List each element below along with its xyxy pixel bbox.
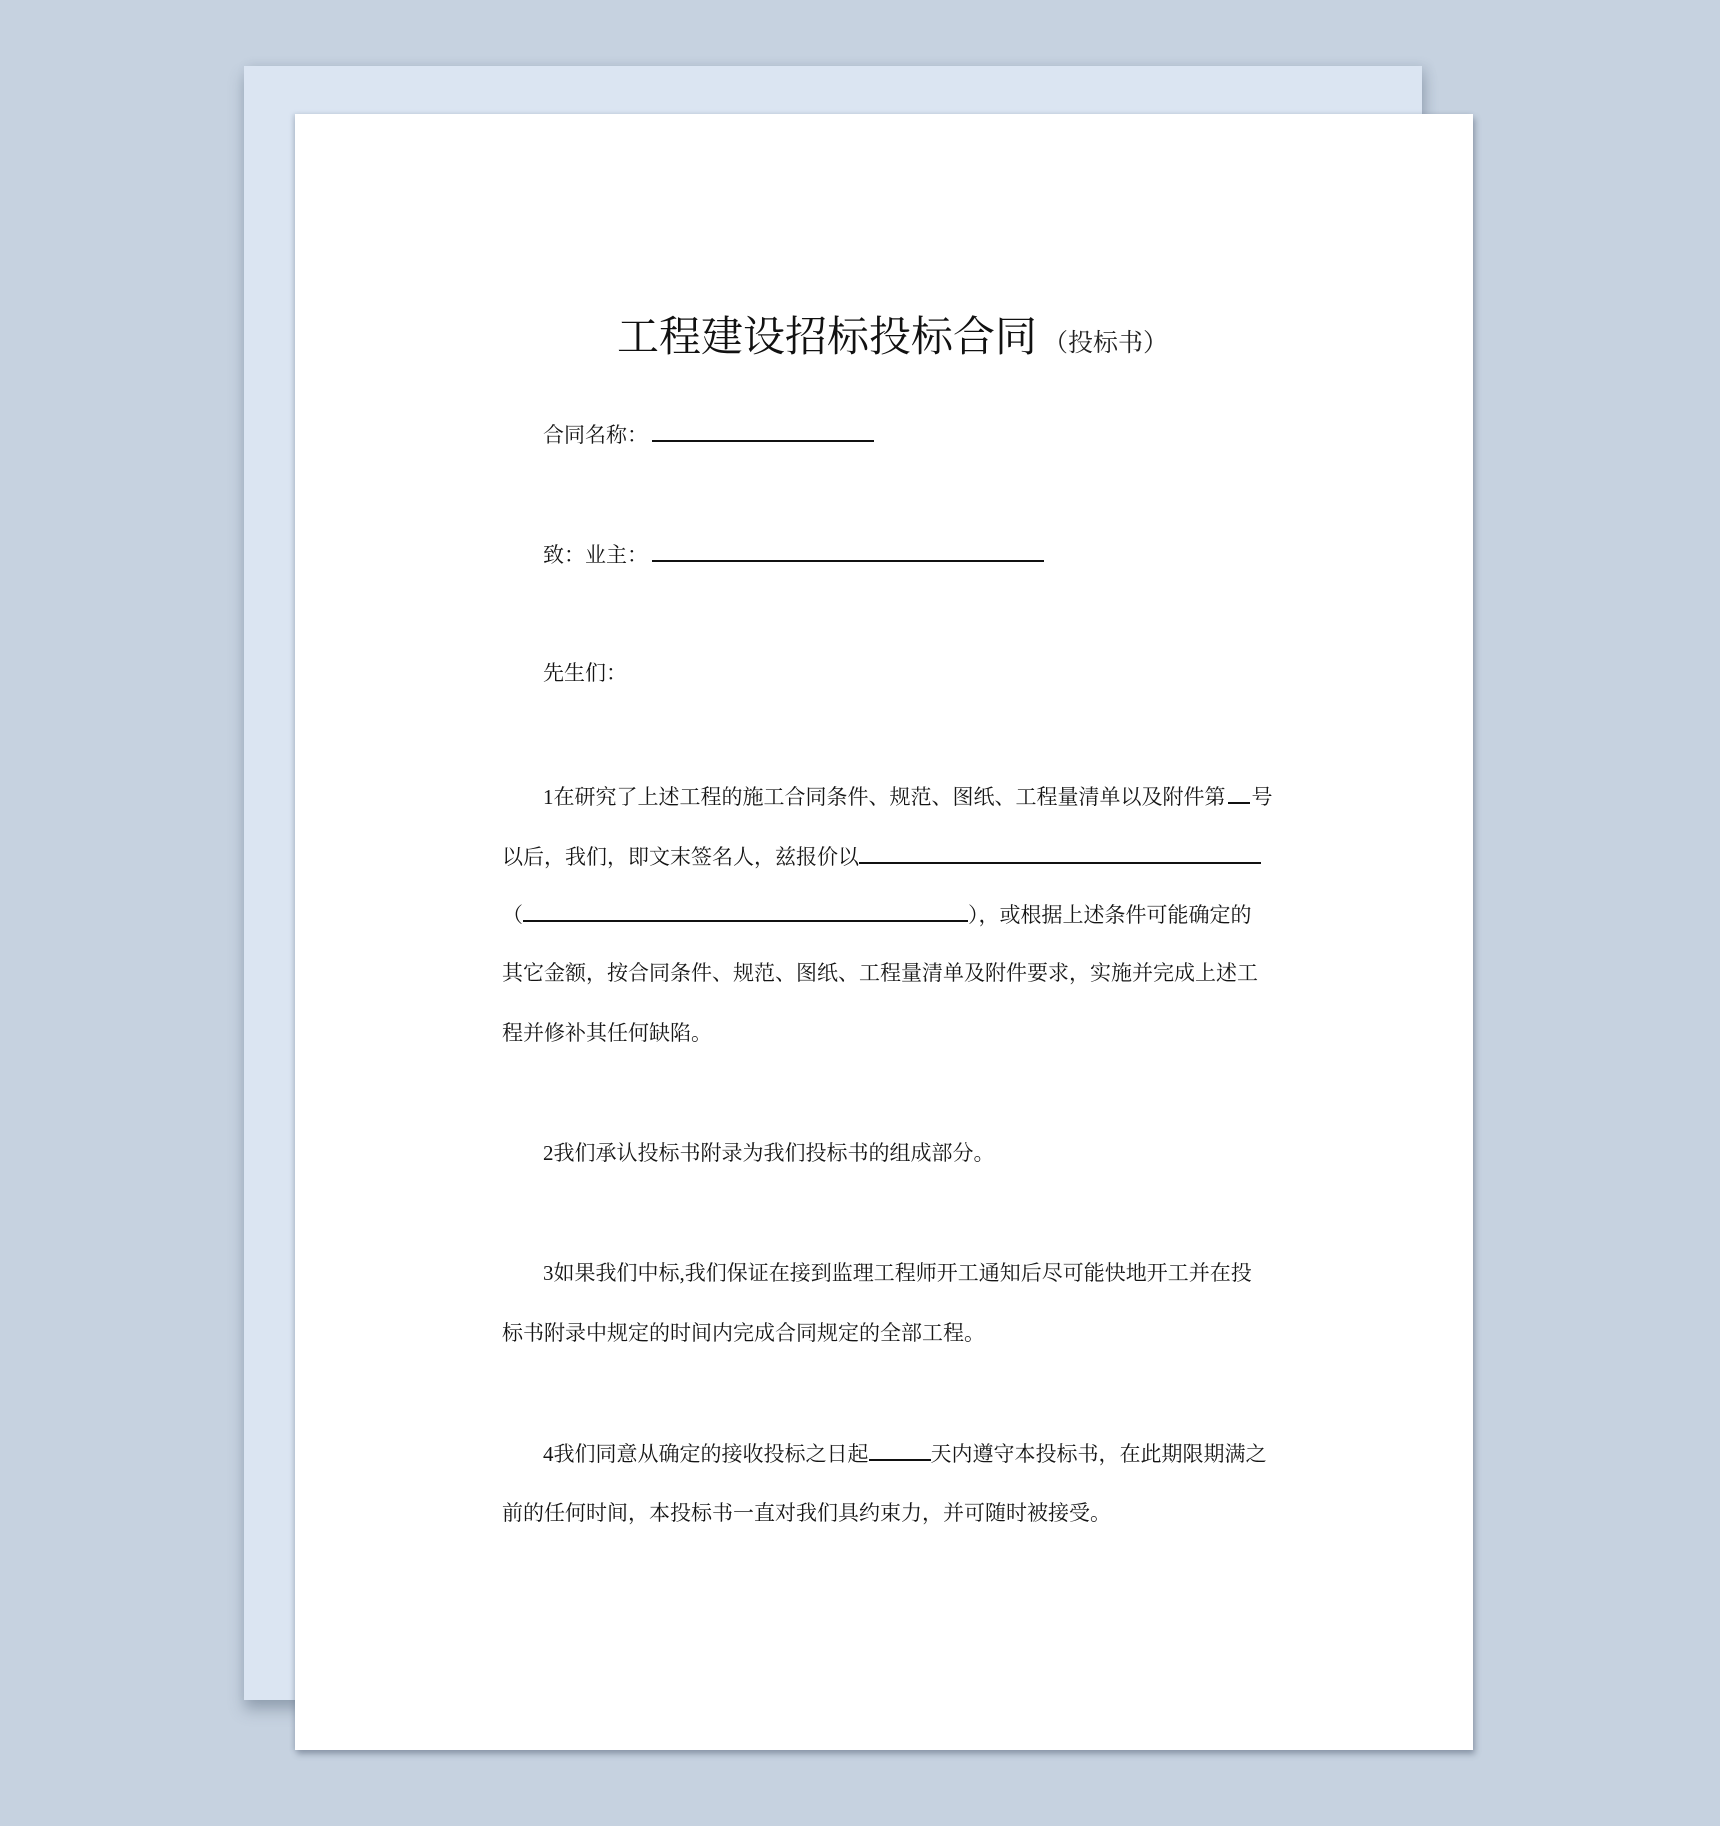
p1-text-hao: 号 <box>1251 785 1273 809</box>
paragraph-1-line-3 <box>502 898 1252 928</box>
document-title <box>617 312 1168 362</box>
bid-price-words-blank[interactable] <box>523 898 968 922</box>
paragraph-1-line-2 <box>502 840 1261 870</box>
paragraph-4-line-2: 前的任何时间，本投标书一直对我们具约束力，并可随时被接受。 <box>502 1501 1111 1525</box>
paragraph-1-line-4: 其它金额，按合同条件、规范、图纸、工程量清单及附件要求，实施并完成上述工 <box>502 961 1258 985</box>
p1-text: 1在研究了上述工程的施工合同条件、规范、图纸、工程量清单以及附件第 <box>543 785 1226 809</box>
paragraph-3-line-2: 标书附录中规定的时间内完成合同规定的全部工程。 <box>502 1321 985 1345</box>
p1-text: 以后，我们，即文末签名人，兹报价以 <box>502 845 859 869</box>
p4-text: 4我们同意从确定的接收投标之日起 <box>543 1442 869 1466</box>
title-main: 工程建设招标投标合同 <box>617 313 1038 360</box>
bid-price-blank[interactable] <box>859 840 1261 864</box>
contract-name-row <box>543 418 874 448</box>
document-page <box>295 114 1473 1750</box>
p1-text: ），或根据上述条件可能确定的 <box>968 903 1252 927</box>
validity-days-blank[interactable] <box>869 1437 931 1461</box>
paragraph-3-line-1: 3如果我们中标,我们保证在接到监理工程师开工通知后尽可能快地开工并在投 <box>543 1261 1252 1285</box>
paragraph-4-line-1 <box>543 1437 1267 1467</box>
p1-paren-open: （ <box>502 903 523 927</box>
to-owner-row <box>543 538 1044 568</box>
contract-name-blank[interactable] <box>652 418 874 442</box>
contract-name-label: 合同名称： <box>543 423 648 447</box>
title-subtitle: （投标书） <box>1043 330 1169 357</box>
paragraph-2: 2我们承认投标书附录为我们投标书的组成部分。 <box>543 1141 995 1165</box>
to-owner-label: 致：业主： <box>543 543 648 567</box>
p4-text: 天内遵守本投标书，在此期限期满之 <box>930 1442 1267 1466</box>
paragraph-1-line-1 <box>543 780 1273 810</box>
attachment-number-blank[interactable] <box>1228 780 1250 804</box>
paragraph-1-line-5: 程并修补其任何缺陷。 <box>502 1021 712 1045</box>
salutation: 先生们： <box>543 661 627 685</box>
owner-name-blank[interactable] <box>652 538 1044 562</box>
